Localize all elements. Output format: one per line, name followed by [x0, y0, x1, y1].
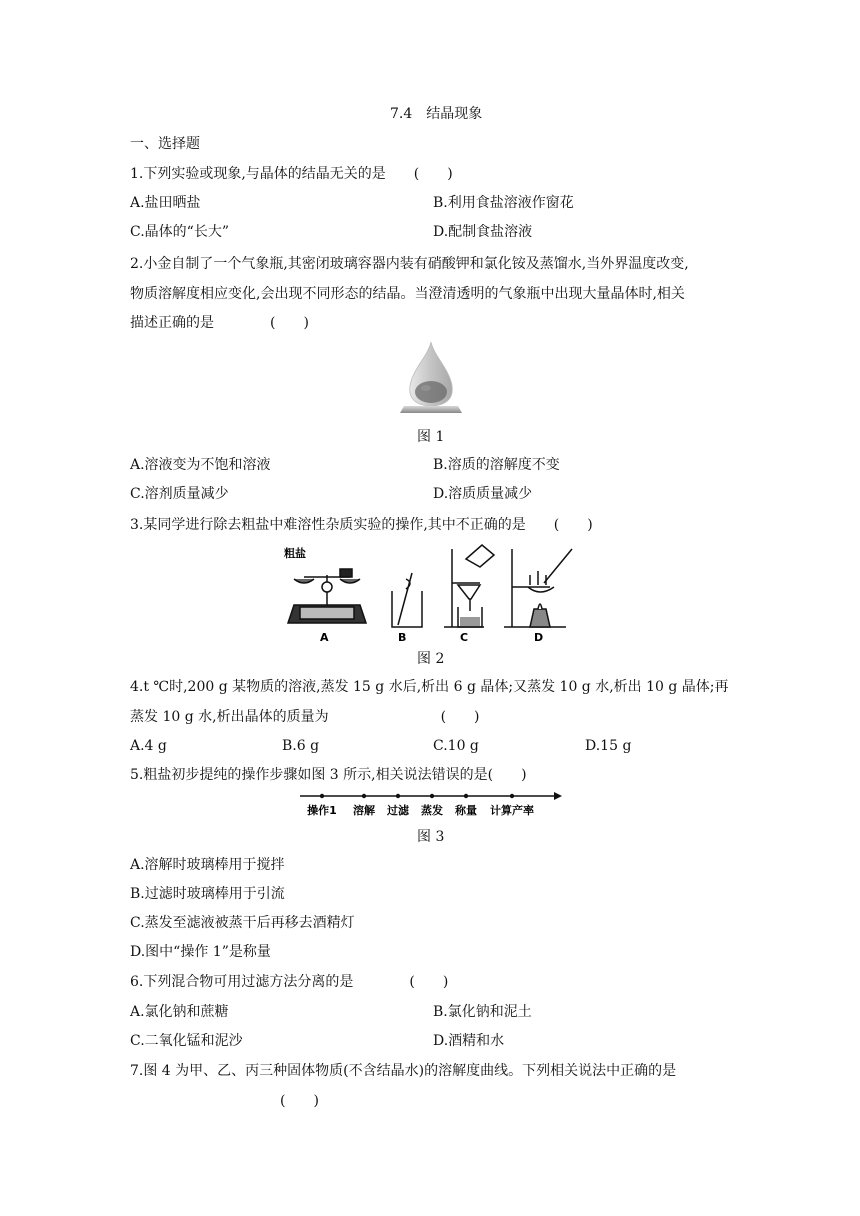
q6-stem: 6.下列混合物可用过滤方法分离的是 ( ) — [130, 974, 449, 990]
fig2-label-b: B — [398, 631, 407, 643]
q6-option-d: D.酒精和水 — [433, 1033, 505, 1049]
q2-option-a: A.溶液变为不饱和溶液 — [130, 457, 271, 473]
q4-option-a: A.4 g — [130, 738, 167, 754]
q5-stem: 5.粗盐初步提纯的操作步骤如图 3 所示,相关说法错误的是( ) — [130, 767, 527, 783]
q1-option-c: C.晶体的“长大” — [130, 224, 229, 240]
q1-stem: 1.下列实验或现象,与晶体的结晶无关的是 ( ) — [130, 166, 453, 182]
q4-option-b: B.6 g — [282, 738, 320, 754]
q2-stem-line3: 描述正确的是 ( ) — [130, 315, 309, 331]
q2-option-d: D.溶质质量减少 — [433, 486, 533, 502]
figure-3-caption: 图 3 — [417, 829, 445, 845]
section-heading: 一、选择题 — [130, 136, 200, 152]
crude-salt-label: 粗盐 — [284, 547, 306, 560]
step-filter: 过滤 — [387, 804, 409, 817]
purification-steps-figure — [298, 790, 564, 820]
figure-2-caption: 图 2 — [417, 651, 445, 667]
step-evaporate: 蒸发 — [421, 804, 443, 817]
lab-operations-figure — [280, 543, 580, 643]
q5-option-d: D.图中“操作 1”是称量 — [130, 944, 271, 960]
page-title: 7.4 结晶现象 — [390, 106, 483, 122]
step-weigh: 称量 — [455, 804, 477, 817]
q2-option-b: B.溶质的溶解度不变 — [433, 457, 560, 473]
q6-option-c: C.二氧化锰和泥沙 — [130, 1033, 243, 1049]
q7-stem-line2: ( ) — [280, 1093, 319, 1109]
q2-option-c: C.溶剂质量减少 — [130, 486, 229, 502]
q4-stem-line1: 4.t ℃时,200 g 某物质的溶液,蒸发 15 g 水后,析出 6 g 晶体;又蒸发 10 g 水,析出 10 g 晶体;再 — [130, 679, 729, 695]
q1-option-a: A.盐田晒盐 — [130, 195, 201, 211]
q6-option-a: A.氯化钠和蔗糖 — [130, 1004, 229, 1020]
step-yield: 计算产率 — [490, 804, 534, 817]
step-operation-1: 操作1 — [307, 804, 337, 817]
q2-stem-line2: 物质溶解度相应变化,会出现不同形态的结晶。当澄清透明的气象瓶中出现大量晶体时,相关 — [130, 286, 685, 302]
storm-glass-figure — [398, 340, 464, 414]
q1-option-b: B.利用食盐溶液作窗花 — [433, 195, 574, 211]
q4-option-d: D.15 g — [585, 738, 632, 754]
q4-option-c: C.10 g — [433, 738, 479, 754]
figure-1-caption: 图 1 — [417, 429, 445, 445]
q7-stem-line1: 7.图 4 为甲、乙、丙三种固体物质(不含结晶水)的溶解度曲线。下列相关说法中正确的是 — [130, 1063, 677, 1079]
fig2-label-c: C — [460, 631, 469, 643]
q5-option-b: B.过滤时玻璃棒用于引流 — [130, 886, 285, 902]
step-dissolve: 溶解 — [353, 804, 375, 817]
fig2-label-a: A — [320, 631, 329, 643]
q4-stem-line2: 蒸发 10 g 水,析出晶体的质量为 ( ) — [130, 709, 480, 725]
fig2-label-d: D — [534, 631, 544, 643]
q3-stem: 3.某同学进行除去粗盐中难溶性杂质实验的操作,其中不正确的是 ( ) — [130, 517, 593, 533]
q1-option-d: D.配制食盐溶液 — [433, 224, 533, 240]
q6-option-b: B.氯化钠和泥土 — [433, 1004, 532, 1020]
q2-stem-line1: 2.小金自制了一个气象瓶,其密闭玻璃容器内装有硝酸钾和氯化铵及蒸馏水,当外界温度改变, — [130, 256, 689, 272]
q5-option-a: A.溶解时玻璃棒用于搅拌 — [130, 857, 285, 873]
q5-option-c: C.蒸发至滤液被蒸干后再移去酒精灯 — [130, 915, 355, 931]
